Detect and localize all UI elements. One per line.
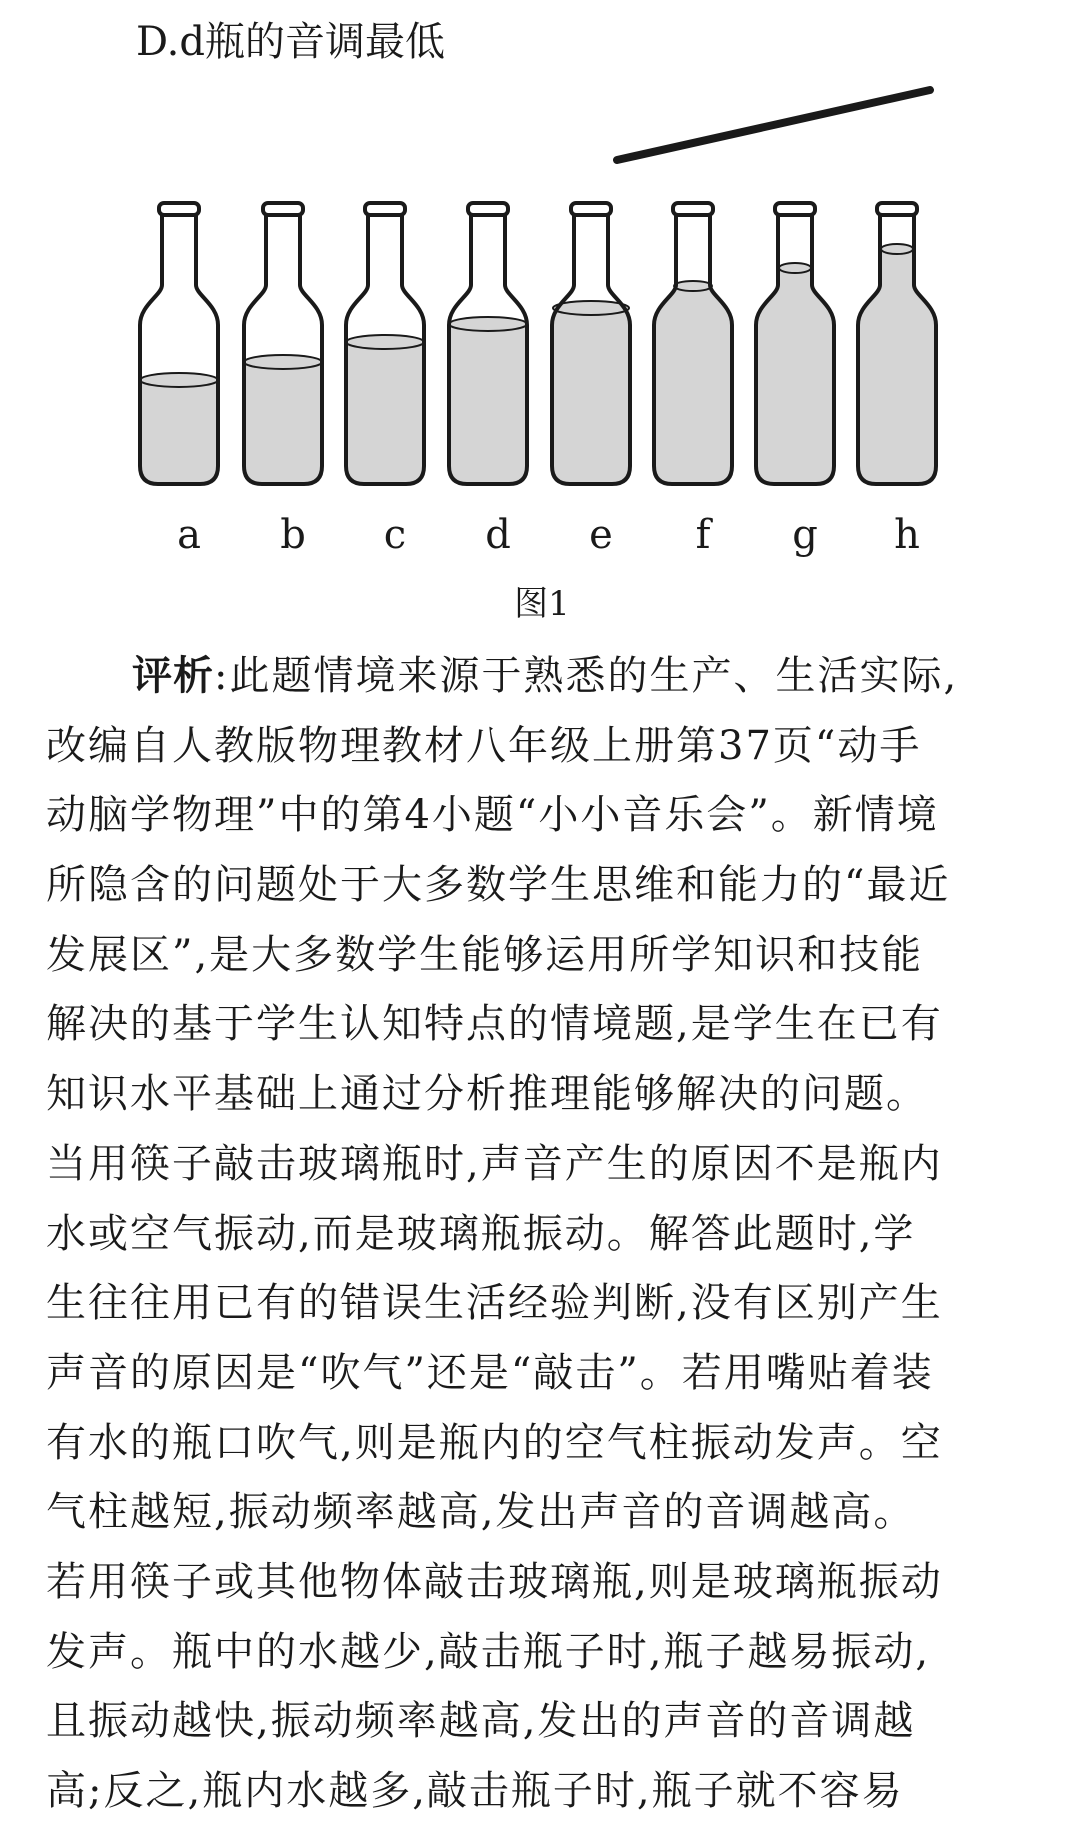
- water-g: [746, 268, 846, 504]
- bottle-label-b: b: [280, 512, 306, 558]
- chopstick: [617, 90, 930, 160]
- analysis-line: 水或空气振动,而是玻璃瓶振动。解答此题时,学: [46, 1210, 916, 1257]
- analysis-line: 当用筷子敲击玻璃瓶时,声音产生的原因不是瓶内: [46, 1140, 943, 1187]
- analysis-lead: 评析: [132, 653, 214, 699]
- water-surface-b: [244, 355, 322, 369]
- water-surface-a: [140, 373, 218, 387]
- analysis-line-0-text: :此题情境来源于熟悉的生产、生活实际,: [214, 653, 959, 699]
- bottle-lip-d: [468, 203, 508, 215]
- bottle-label-c: c: [383, 512, 407, 558]
- bottle-lip-a: [159, 203, 199, 215]
- bottle-b: [234, 203, 334, 502]
- analysis-line: 改编自人教版物理教材八年级上册第37页“动手: [46, 722, 922, 769]
- analysis-line: 高;反之,瓶内水越多,敲击瓶子时,瓶子就不容易: [46, 1768, 904, 1814]
- water-surface-d: [449, 317, 527, 331]
- analysis-line: 若用筷子或其他物体敲击玻璃瓶,则是玻璃瓶振动: [46, 1558, 943, 1605]
- water-surface-c: [346, 335, 424, 349]
- bottle-h: [848, 203, 948, 504]
- bottle-lip-e: [571, 203, 611, 215]
- bottle-a: [130, 203, 230, 500]
- analysis-line: 发声。瓶中的水越少,敲击瓶子时,瓶子越易振动,: [46, 1628, 931, 1675]
- bottle-label-a: a: [177, 512, 201, 558]
- analysis-line: 动脑学物理”中的第4小题“小小音乐会”。新情境: [46, 792, 939, 839]
- water-f: [644, 286, 744, 504]
- bottle-label-g: g: [792, 512, 818, 558]
- analysis-line: 气柱越短,振动频率越高,发出声音的音调越高。: [46, 1489, 916, 1536]
- analysis-line: 有水的瓶口吹气,则是瓶内的空气柱振动发声。空: [46, 1419, 943, 1466]
- analysis-line: 知识水平基础上通过分析推理能够解决的问题。: [46, 1071, 928, 1118]
- bottle-label-h: h: [894, 512, 920, 558]
- bottle-lip-b: [263, 203, 303, 215]
- water-h: [848, 249, 948, 504]
- bottle-lip-g: [775, 203, 815, 215]
- water-surface-g: [779, 263, 811, 273]
- bottle-label-f: f: [695, 512, 711, 558]
- option-d: D.d瓶的音调最低: [136, 19, 445, 65]
- analysis-line: 声音的原因是“吹气”还是“敲击”。若用嘴贴着装: [46, 1349, 934, 1396]
- analysis-line: 所隐含的问题处于大多数学生思维和能力的“最近: [46, 862, 951, 909]
- bottles-figure: [0, 70, 1084, 630]
- bottle-d: [439, 203, 539, 504]
- water-surface-f: [674, 281, 712, 291]
- analysis-line: 且振动越快,振动频率越高,发出的声音的音调越: [46, 1698, 916, 1745]
- bottle-label-e: e: [589, 512, 613, 558]
- water-surface-e: [553, 301, 629, 315]
- bottle-lip-f: [673, 203, 713, 215]
- bottle-c: [336, 203, 436, 502]
- bottle-lip-c: [365, 203, 405, 215]
- analysis-line: 解决的基于学生认知特点的情境题,是学生在已有: [46, 1001, 943, 1048]
- bottle-lip-h: [877, 203, 917, 215]
- bottle-e: [542, 203, 642, 504]
- water-surface-h: [881, 244, 913, 254]
- figure-caption: 图1: [514, 584, 570, 624]
- analysis-line-0: [46, 642, 1042, 712]
- analysis-paragraph: [46, 642, 1042, 1827]
- analysis-line: 生往往用已有的错误生活经验判断,没有区别产生: [46, 1280, 943, 1327]
- bottle-f: [644, 203, 744, 504]
- bottle-label-d: d: [485, 512, 511, 558]
- analysis-line: 发展区”,是大多数学生能够运用所学知识和技能: [46, 931, 924, 978]
- bottle-g: [746, 203, 846, 504]
